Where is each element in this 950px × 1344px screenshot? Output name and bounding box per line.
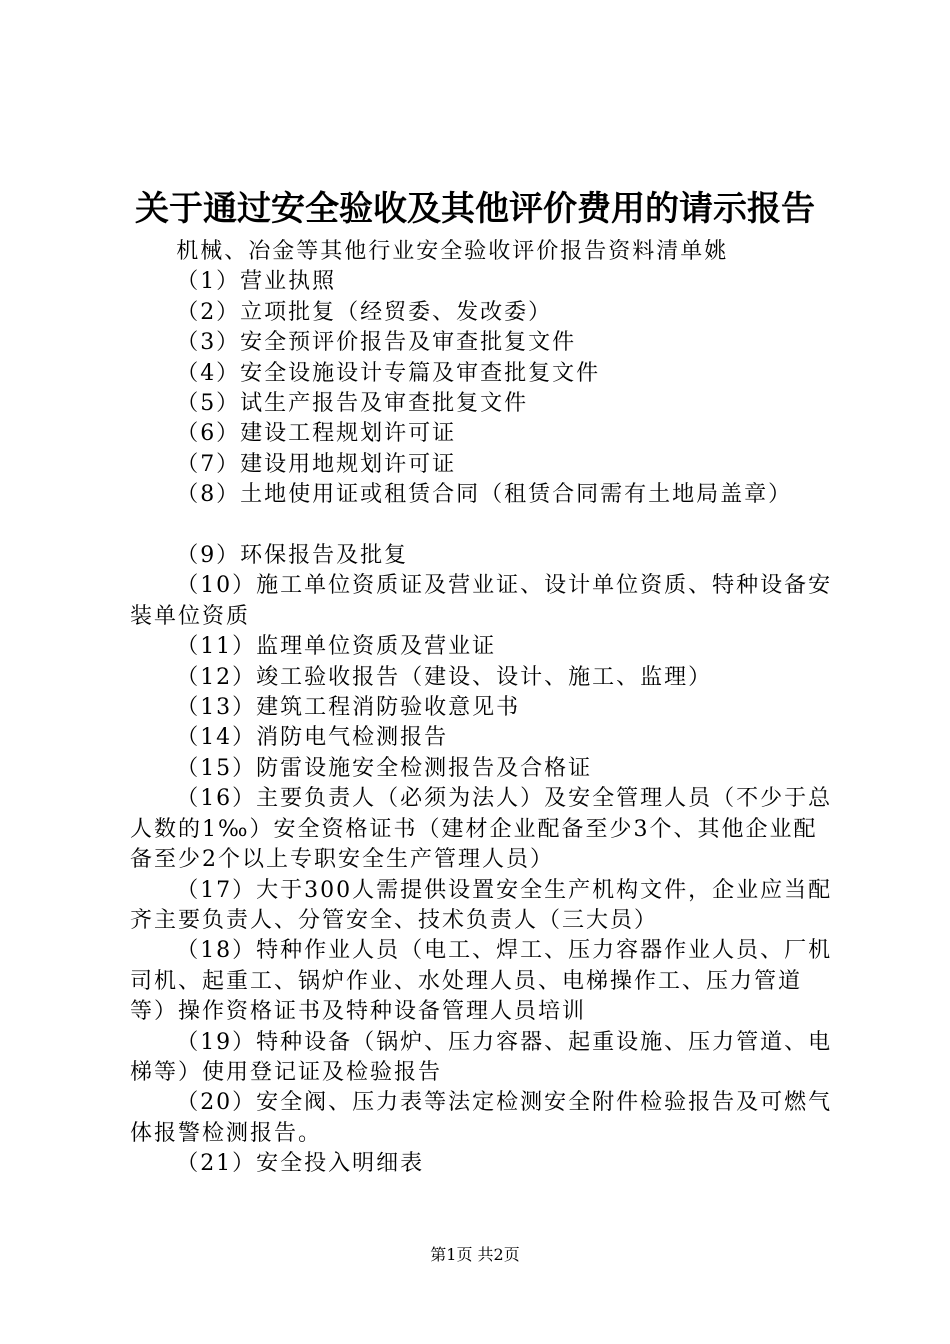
list-item: （10）施工单位资质证及营业证、设计单位资质、特种设备安装单位资质 xyxy=(130,573,833,629)
list-item: （12）竣工验收报告（建设、设计、施工、监理） xyxy=(176,664,713,690)
list-item: （15）防雷设施安全检测报告及合格证 xyxy=(176,755,593,781)
list-item: （9）环保报告及批复 xyxy=(176,543,409,569)
list-item: （16）主要负责人（必须为法人）及安全管理人员（不少于总人数的1‰）安全资格证书（建材企业配备至少3个、其他企业配备至少2个以上专职安全生产管理人员） xyxy=(130,786,833,873)
list-item: （6）建设工程规划许可证 xyxy=(176,421,457,447)
list-item: （13）建筑工程消防验收意见书 xyxy=(176,695,521,721)
list-item: （14）消防电气检测报告 xyxy=(176,725,449,751)
list-item: （2）立项批复（经贸委、发改委） xyxy=(176,299,553,325)
list-item: （18）特种作业人员（电工、焊工、压力容器作业人员、厂机司机、起重工、锅炉作业、水处理人员、电梯操作工、压力管道等）操作资格证书及特种设备管理人员培训 xyxy=(130,938,833,1025)
page-number-footer: 第1页 共2页 xyxy=(430,1245,520,1264)
list-item: （11）监理单位资质及营业证 xyxy=(176,634,497,660)
list-item: （7）建设用地规划许可证 xyxy=(176,451,457,477)
list-item: （17）大于300人需提供设置安全生产机构文件，企业应当配齐主要负责人、分管安全、技术负责人（三大员） xyxy=(130,877,833,933)
list-item: （5）试生产报告及审查批复文件 xyxy=(176,391,529,417)
document-title: 关于通过安全验收及其他评价费用的请示报告 xyxy=(135,189,815,229)
list-item: （20）安全阀、压力表等法定检测安全附件检验报告及可燃气体报警检测报告。 xyxy=(130,1090,833,1146)
list-item: （8）土地使用证或租赁合同（租赁合同需有土地局盖章） xyxy=(176,482,793,508)
intro-paragraph: 机械、冶金等其他行业安全验收评价报告资料清单姚 xyxy=(176,239,729,264)
list-item: （21）安全投入明细表 xyxy=(176,1151,425,1177)
list-item: （19）特种设备（锅炉、压力容器、起重设施、压力管道、电梯等）使用登记证及检验报告 xyxy=(130,1029,833,1085)
document-body xyxy=(130,237,835,1180)
list-item: （3）安全预评价报告及审查批复文件 xyxy=(176,330,577,356)
list-item: （1）营业执照 xyxy=(176,269,337,295)
list-item: （4）安全设施设计专篇及审查批复文件 xyxy=(176,360,601,386)
